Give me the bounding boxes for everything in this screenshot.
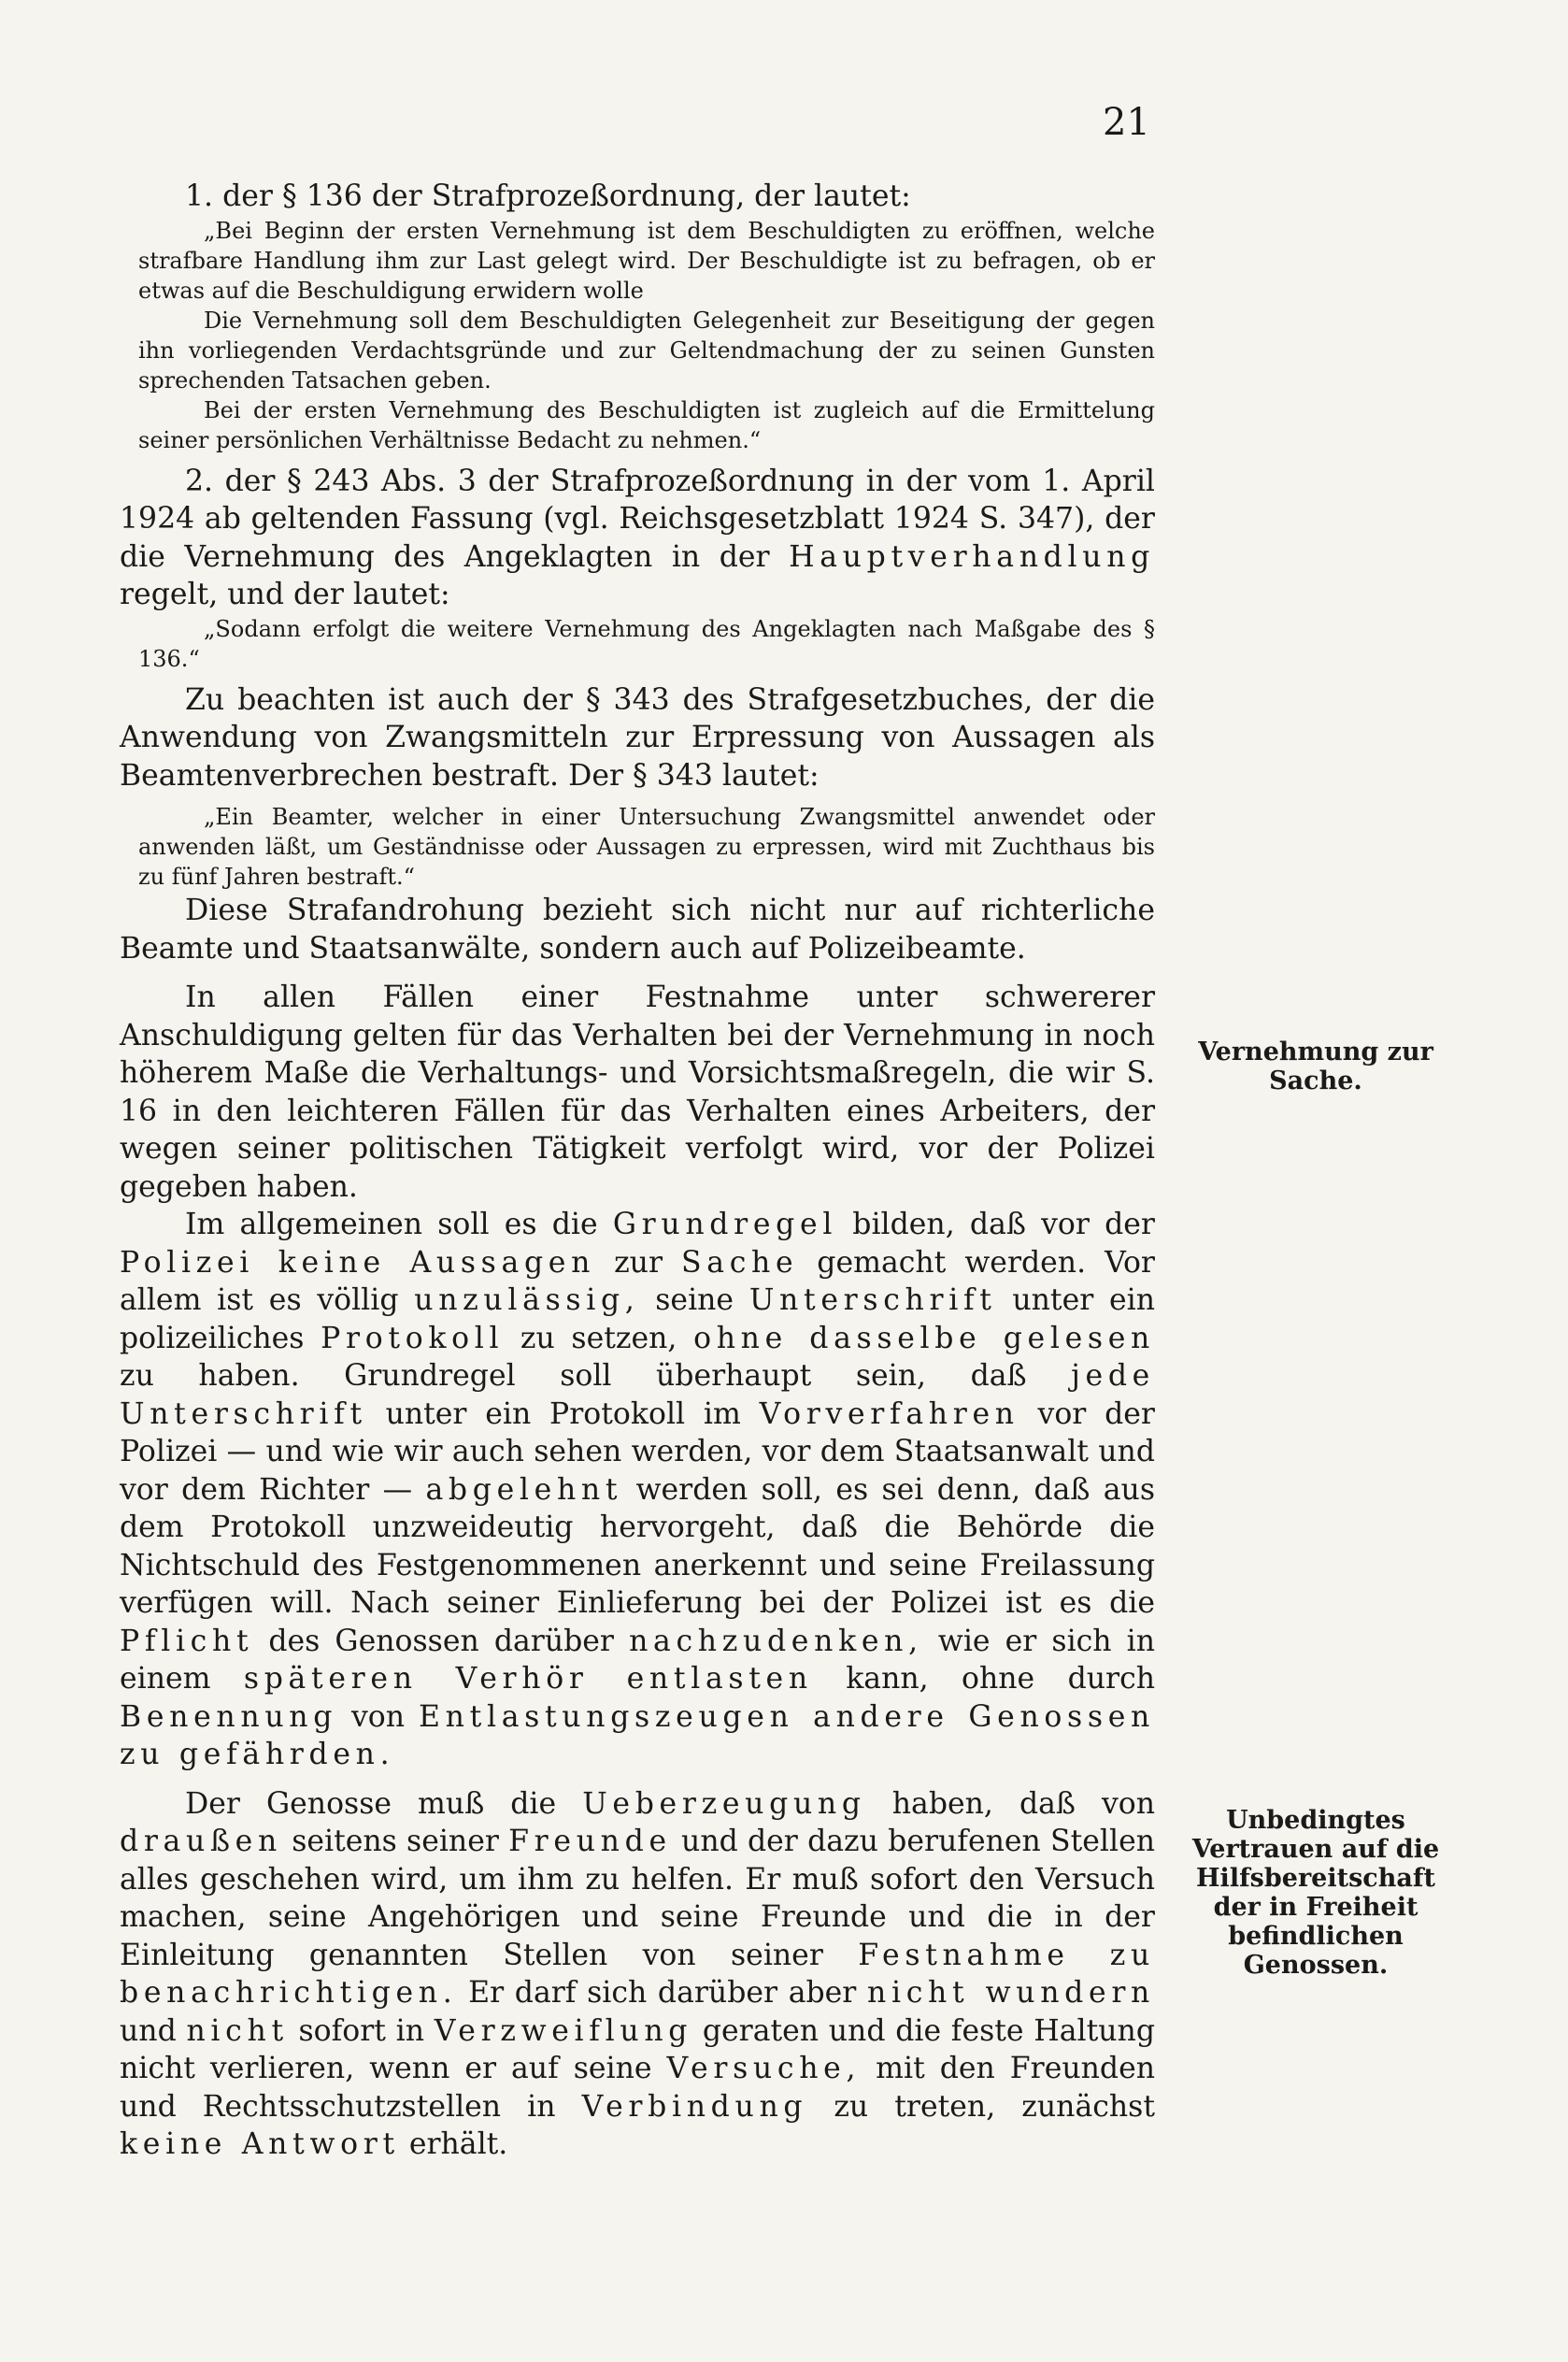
quote-paragraph: „Ein Beamter, welcher in einer Untersuchung Zwangsmittel anwendet oder anwenden läßt, um Geständnisse oder Aussagen zu erpressen, wird mit Zuchthaus bis zu fünf Jahren bestraft.“ — [138, 804, 1155, 890]
quote-paragraph: Bei der ersten Vernehmung des Beschuldigten ist zugleich auf die Ermittelung seiner persönlichen Verhältnisse Bedacht zu nehmen.“ — [138, 396, 1155, 453]
paragraph-strafandrohung: Diese Strafandrohung bezieht sich nicht nur auf richterliche Beamte und Staatsanwälte, sondern auch auf Polizeibeamte. — [120, 894, 1155, 966]
item-2-tail: regelt, und der lautet: — [120, 578, 450, 611]
quote-paragraph: „Bei Beginn der ersten Vernehmung ist dem Beschuldigten zu eröffnen, welche strafbare Handlung ihm zur Last gelegt wird. Der Beschuldigte ist zu befragen, ob er etwas auf die Beschuldigung erwidern wolle — [138, 217, 1155, 304]
item-2-text: 2. der § 243 Abs. 3 der Strafprozeßordnung in der vom 1. April 1924 ab geltenden Fassung (vgl. Reichsgesetzblatt 1924 S. 347), der die Vernehmung des Angeklagten in der — [120, 464, 1155, 574]
margin-note-vernehmung: Vernehmung zur Sache. — [1198, 1038, 1433, 1095]
quote-paragraph: „Sodann erfolgt die weitere Vernehmung des Angeklagten nach Maßgabe des § 136.“ — [138, 615, 1155, 672]
page-number: 21 — [1103, 101, 1150, 144]
paragraph-grundregel: Im allgemeinen soll es die Grundregel bilden, daß vor der Polizei keine Aussagen zur Sache gemacht werden. Vor allem ist es völlig unzulässig, seine Unterschrift unter ein polizeiliches Protokoll zu setzen, ohne dasselbe gelesen zu haben. Grundregel soll überhaupt sein, daß jede Unterschrift unter ein Protokoll im Vorverfahren vor der Polizei — und wie wir auch sehen werden, vor dem Staatsanwalt und vor dem Richter — abgelehnt werden soll, es sei denn, daß aus dem Protokoll unzweideutig hervorgeht, daß die Behörde die Nichtschuld des Festgenommenen anerkennt und seine Freilassung verfügen will. Nach seiner Einlieferung bei der Polizei ist es die Pflicht des Genossen darüber nachzudenken, wie er sich in einem späteren Verhör entlasten kann, ohne durch Benennung von Entlastungszeugen andere Genossen zu gefährden. — [120, 1208, 1156, 1771]
paragraph-343: Zu beachten ist auch der § 343 des Strafgesetzbuches, der die Anwendung von Zwangsmitteln zur Erpressung von Aussagen als Beamtenverbrechen bestraft. Der § 343 lautet: — [120, 682, 1155, 793]
quote-343 — [120, 802, 1155, 892]
item-2-spaced: Hauptverhandlung — [789, 539, 1155, 574]
item-1-lead: 1. der § 136 der Strafprozeßordnung, der lautet: — [185, 179, 911, 213]
item-2-quote — [120, 614, 1155, 674]
item-2-lead — [120, 463, 1155, 614]
quote-paragraph: Die Vernehmung soll dem Beschuldigten Gelegenheit zur Beseitigung der gegen ihn vorliegenden Verdachtsgründe und zur Geltendmachung der zu seinen Gunsten sprechenden Tatsachen geben. — [138, 307, 1155, 394]
margin-note-vertrauen: Unbedingtes Vertrauen auf die Hilfsbereitschaft der in Freiheit befindlichen Genossen. — [1191, 1806, 1440, 1980]
item-1-quote — [120, 216, 1155, 455]
paragraph-festnahme: In allen Fällen einer Festnahme unter schwererer Anschuldigung gelten für das Verhalten bei der Vernehmung in noch höherem Maße die Verhaltungs- und Vorsichtsmaßregeln, die wir S. 16 in den leichteren Fällen für das Verhalten eines Arbeiters, der wegen seiner politischen Tätigkeit verfolgt wird, vor der Polizei gegeben haben. — [120, 981, 1155, 1204]
paragraph-vertrauen: Der Genosse muß die Ueberzeugung haben, daß von draußen seitens seiner Freunde und der dazu berufenen Stellen alles geschehen wird, um ihm zu helfen. Er muß sofort den Versuch machen, seine Angehörigen und seine Freunde und die in der Einleitung genannten Stellen von seiner Festnahme zu benachrichtigen. Er darf sich darüber aber nicht wundern und nicht sofort in Verzweiflung geraten und die feste Haltung nicht verlieren, wenn er auf seine Versuche, mit den Freunden und Rechtsschutzstellen in Verbindung zu treten, zunächst keine Antwort erhält. — [120, 1786, 1156, 2161]
main-text — [120, 178, 1155, 2164]
